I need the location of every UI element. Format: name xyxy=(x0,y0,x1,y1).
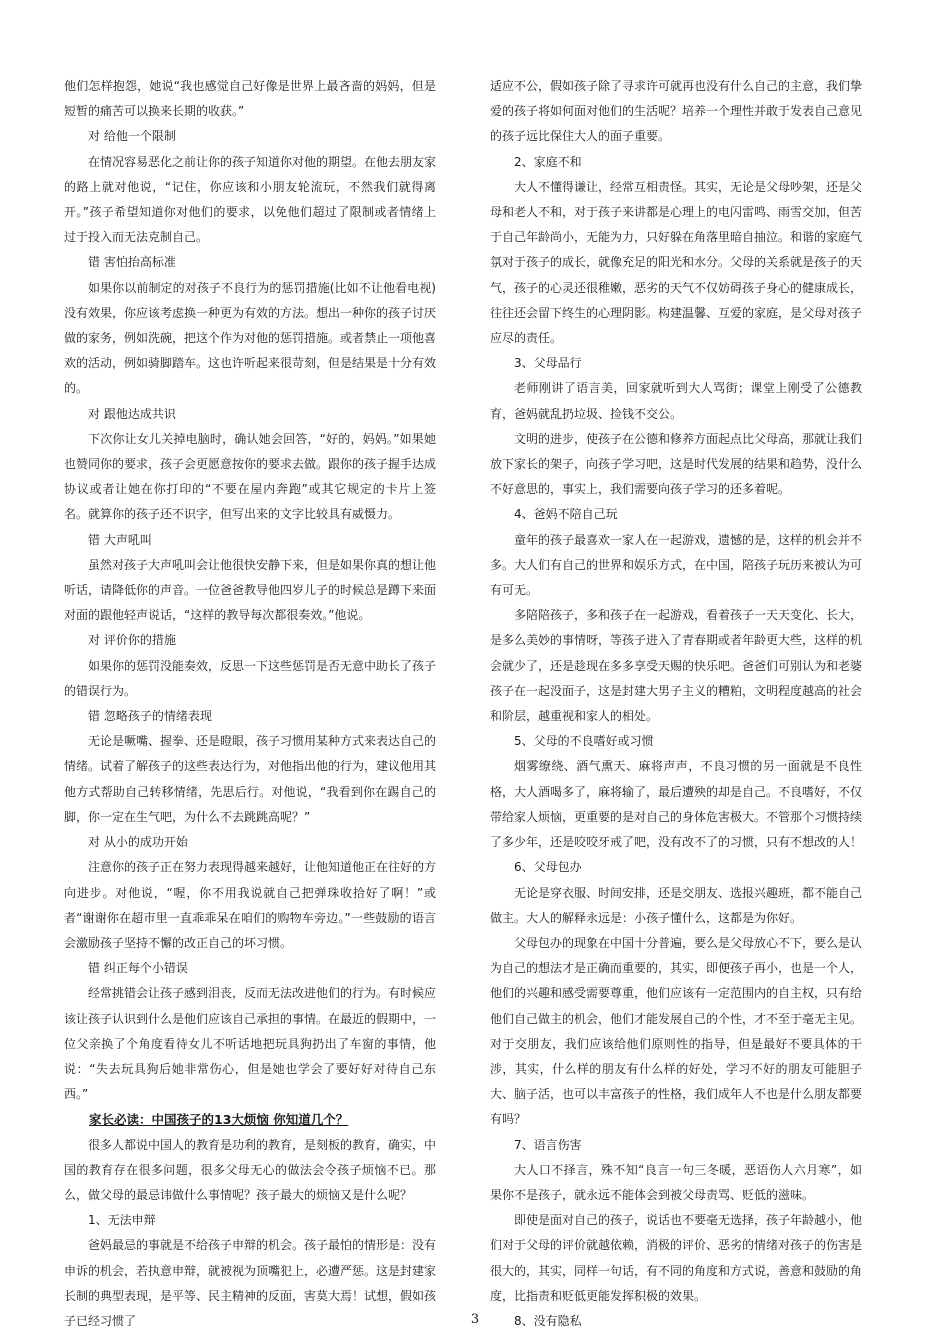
section-heading: 对 评价你的措施 xyxy=(88,633,176,648)
section-heading: 对 从小的成功开始 xyxy=(88,835,188,850)
section-heading: 3、父母品行 xyxy=(514,356,582,371)
paragraph: 注意你的孩子正在努力表现得越来越好，让他知道他正在往好的方向进步。对他说，“喔，你不用我说就自己把弹珠收拾好了啊！”或者“谢谢你在超市里一直乖乖呆在咱们的购物车旁边。”一些鼓励的语言会激励孩子坚持不懈的改正自己的坏习惯。 xyxy=(64,860,437,950)
paragraph: 如果你以前制定的对孩子不良行为的惩罚措施(比如不让他看电视)没有效果，你应该考虑换一种更为有效的方法。想出一种你的孩子讨厌做的家务，例如洗碗，把这个作为对他的惩罚措施。或者禁止一项他喜欢的活动，例如骑脚踏车。这也许听起来很苛刻，但是结果是十分有效的。 xyxy=(64,280,437,396)
section-heading: 4、爸妈不陪自己玩 xyxy=(514,507,618,522)
paragraph: 老师刚讲了语言美，回家就听到大人骂街；课堂上刚受了公德教育，爸妈就乱扔垃圾、捡钱不交公。 xyxy=(490,381,862,421)
section-heading: 对 给他一个限制 xyxy=(88,129,176,144)
section-heading: 1、无法申辩 xyxy=(88,1213,156,1228)
paragraph: 童年的孩子最喜欢一家人在一起游戏，遗憾的是，这样的机会并不多。大人们有自己的世界和娱乐方式，在中国，陪孩子玩历来被认为可有可无。 xyxy=(490,532,863,598)
section-heading: 8、没有隐私 xyxy=(514,1313,582,1328)
section-heading: 错 大声吼叫 xyxy=(88,532,152,547)
paragraph: 烟雾缭绕、酒气熏天、麻将声声，不良习惯的另一面就是不良性格，大人酒喝多了，麻将输了，最后遭殃的却是自己。不良嗜好，不仅带给家人烦恼，更重要的是对自己的身体危害极大。不管那个习惯持续了多少年，还是咬咬牙戒了吧，没有改不了的习惯，只有不想改的人！ xyxy=(490,759,863,850)
section-heading: 2、家庭不和 xyxy=(514,154,582,169)
paragraph: 虽然对孩子大声吼叫会让他很快安静下来，但是如果你真的想让他听话，请降低你的声音。一位爸爸教导他四岁儿子的时候总是蹲下来面对面的跟他轻声说话，“这样的教导每次都很奏效。”他说。 xyxy=(64,557,437,623)
paragraph: 文明的进步，使孩子在公德和修养方面起点比父母高，那就让我们放下家长的架子，向孩子学习吧，这是时代发展的结果和趋势，没什么不好意思的，事实上，我们需要向孩子学习的还多着呢。 xyxy=(490,431,863,497)
paragraph: 下次你让女儿关掉电脑时，确认她会回答，“好的，妈妈。”如果她也赞同你的要求，孩子会更愿意按你的要求去做。跟你的孩子握手达成协议或者让她在你打印的“不要在屋内奔跑”或其它规定的卡片上签名。就算你的孩子还不识字，但写出来的文字比较具有威慑力。 xyxy=(64,431,437,522)
paragraph: 经常挑错会让孩子感到泪丧，反而无法改进他们的行为。有时候应该让孩子认识到什么是他们应该自己承担的事情。在最近的假期中，一位父亲换了个角度看待女儿不听话地把玩具狗扔出了车窗的事情，他说：“失去玩具狗后她非常伤心，但是她也学会了要好好对待自己东西。” xyxy=(64,986,437,1102)
paragraph: 父母包办的现象在中国十分普遍，要么是父母放心不下，要么是认为自己的想法才是正确而重要的，其实，即便孩子再小，也是一个人，他们的兴趣和感受需要尊重，他们应该有一定范围内的自主权，只有给他们自己做主的机会，他们才能发展自己的个性，才不至于毫无主见。对于交朋友，我们应该给他们原则性的指导，但是最好不要具体的干涉，其实，什么样的朋友有什么样的好处，学习不好的朋友可能胆子大、脑子活，也可以丰富孩子的性格，我们成年人不也是什么朋友都要有吗？ xyxy=(490,935,863,1127)
paragraph: 适应不公，假如孩子除了寻求许可就再也没有什么自己的主意，我们挚爱的孩子将如何面对他们的生活呢？培养一个理性并敢于发表自己意见的孩子远比保住大人的面子重要。 xyxy=(490,79,863,144)
paragraph: 无论是噘嘴、握拳、还是瞪眼，孩子习惯用某种方式来表达自己的情绪。试着了解孩子的这些表达行为，对他指出他的行为，建议他用其他方式帮助自己转移情绪，先思后行。对他说，“我看到你在踢自己的脚，你一定在生气吧，为什么不去跳跳高呢？” xyxy=(64,734,437,824)
section-heading: 错 忽略孩子的情绪表现 xyxy=(88,709,212,724)
left-column xyxy=(64,74,436,1334)
paragraph: 无论是穿衣服、时间安排，还是交朋友、选报兴趣班，都不能自己做主。大人的解释永远是：小孩子懂什么，这都是为你好。 xyxy=(490,885,863,925)
section-heading: 对 跟他达成共识 xyxy=(88,406,176,421)
paragraph: 爸妈最忌的事就是不给孩子申辩的机会。孩子最怕的情形是：没有申诉的机会，若执意申辩，就被视为顶嘴犯上，必遭严惩。这是封建家长制的典型表现，是平等、民主精神的反面，害莫大焉！试想，假如孩子已经习惯了 xyxy=(64,1238,437,1328)
article-title: 家长必读：中国孩子的13大烦恼 你知道几个？ xyxy=(89,1112,349,1128)
section-heading: 5、父母的不良嗜好或习惯 xyxy=(514,734,654,749)
paragraph: 如果你的惩罚没能奏效，反思一下这些惩罚是否无意中助长了孩子的错误行为。 xyxy=(64,658,437,698)
paragraph: 在情况容易恶化之前让你的孩子知道你对他的期望。在他去朋友家的路上就对他说，“记住，你应该和小朋友轮流玩，不然我们就得离开。”孩子希望知道你对他们的要求，以免他们超过了限制或者情绪上过于投入而无法克制自己。 xyxy=(64,154,437,245)
page-number: 3 xyxy=(470,1312,480,1327)
paragraph: 很多人都说中国人的教育是功利的教育，是刻板的教育，确实，中国的教育存在很多问题，很多父母无心的做法会令孩子烦恼不已。那么，做父母的最忌讳做什么事情呢？孩子最大的烦恼又是什么呢？ xyxy=(64,1137,437,1202)
paragraph: 即使是面对自己的孩子，说话也不要毫无选择，孩子年龄越小，他们对于父母的评价就越依赖，消极的评价、恶劣的情绪对孩子的伤害是很大的，其实，同样一句话，有不同的角度和方式说，善意和鼓励的角度，比指责和贬低更能发挥积极的效果。 xyxy=(490,1213,863,1303)
section-heading: 错 害怕抬高标准 xyxy=(88,255,176,270)
section-heading: 7、语言伤害 xyxy=(514,1137,582,1152)
paragraph: 大人不懂得谦让，经常互相责怪。其实，无论是父母吵架，还是父母和老人不和，对于孩子来讲都是心理上的电闪雷鸣、雨雪交加，但苦于自己年龄尚小，无能为力，只好躲在角落里暗自抽泣。和谐的家庭气氛对于孩子的成长，就像充足的阳光和水分。父母的关系就是孩子的天气，孩子的心灵还很稚嫩，恶劣的天气不仅妨碍孩子身心的健康成长，往往还会留下终生的心理阴影。构建温馨、互爱的家庭，是父母对孩子应尽的责任。 xyxy=(490,179,863,346)
right-column xyxy=(490,74,862,1334)
section-heading: 错 纠正每个小错误 xyxy=(88,961,188,976)
paragraph: 他们怎样抱怨，她说“我也感觉自己好像是世界上最吝啬的妈妈，但是短暂的痛苦可以换来长期的收获。” xyxy=(64,79,436,119)
paragraph: 大人口不择言，殊不知“良言一句三冬暖，恶语伤人六月寒”，如果你不是孩子，就永远不能体会到被父母责骂、贬低的滋味。 xyxy=(490,1162,862,1202)
section-heading: 6、父母包办 xyxy=(514,860,582,875)
paragraph: 多陪陪孩子，多和孩子在一起游戏，看着孩子一天天变化、长大，是多么美妙的事情呀，等孩子进入了青春期或者年龄更大些，这样的机会就少了，还是趁现在多多享受天赐的快乐吧。爸爸们可别认为和老婆孩子在一起没面子，这是封建大男子主义的糟粕，文明程度越高的社会和阶层，越重视和家人的相处。 xyxy=(490,608,863,724)
